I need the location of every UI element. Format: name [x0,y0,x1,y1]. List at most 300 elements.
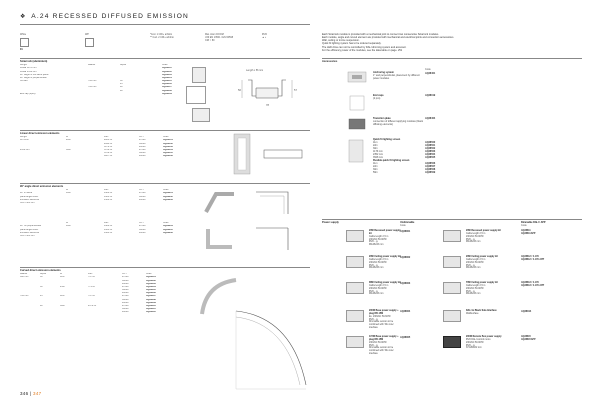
power-item-line: Cable length 2,5 m [466,284,486,287]
power-item-line: 98x48x33 mm [369,267,384,270]
description-line: Each Sciarrock module is provided with a mechanical joint to connect two consecutive Sciarrock modules. [322,33,439,36]
accessory-desc: (2 pcs) [373,97,381,100]
anchoring-inner [352,75,362,79]
angle-table-2 [20,222,188,238]
power-item-name: 20W Ceiling power supply kit [466,256,498,258]
linear-product-image [232,132,252,176]
th: W [66,189,69,192]
accessory-name: End caps [373,94,384,97]
td-code: AQ28102 [163,142,173,145]
dimmable-code-header: Code [521,224,527,227]
td: 3000K [139,152,146,155]
td: 25W [60,285,65,288]
power-code: AQ28801 [400,230,411,233]
power-item-line: IP20 - ◎ [369,290,378,293]
power-code: AQ28812 / 0-10V [521,256,539,258]
td: 2700K [139,225,146,228]
accessory-desc: 3528 mm [373,156,383,159]
angle-dim-outline [256,192,288,214]
angle-dim-drawing-1 [252,188,296,218]
table-row [20,235,188,238]
td: 2700K [122,285,129,288]
table-row [20,311,171,314]
legend-white [20,33,26,36]
td: 1361 lm [104,228,113,231]
accessory-code: AQ28505 [425,156,436,159]
accessories-title: Accessories [322,60,338,63]
accessory-item [373,71,423,80]
td: 20W [66,139,71,142]
td-code: AQ28017 [162,86,172,89]
power-item [466,310,516,316]
description-line: Wall, ceiling or in-line suspension. [322,39,360,43]
legend-ip [262,33,267,39]
page-number-right: 347 [33,391,42,396]
td-code: AQ28306 [146,292,156,295]
td: 90° [40,305,44,308]
title-rule [20,24,310,25]
td: 18W [66,192,71,195]
th: CCT [139,189,144,192]
power-item [466,256,516,270]
angle-dim-inner [260,196,284,214]
td: 2376 lm [88,305,97,308]
td: 3072 lm [104,145,113,148]
td-code: AQ28206 [163,231,173,234]
power-item-line: Cable length 2,5 m [466,258,486,261]
angle-product-image-2 [202,225,238,251]
power-code: AQ28812 / 0-10V APP [521,258,545,261]
legend-cri [150,33,174,39]
accessory-desc: connection of different applying modules (blank diffusing elements) [373,120,423,126]
power-supply-image [346,230,364,242]
td: 4000K [139,145,146,148]
td: 90° [120,86,124,89]
td-code: AQ28309 [146,301,156,304]
accessory-code: AQ28503 [425,150,436,153]
power-code: AQ28811 [521,230,531,232]
td-code: AQ28311 [146,308,156,311]
profile-diffuser [256,88,278,98]
power-code: AQ28802 [400,256,411,259]
power-codes [521,336,536,342]
td: 2352 mm** [20,148,32,151]
power-supply-image [443,310,461,322]
power-item-line: Cable length 2,5 m [369,235,389,238]
description-line: Each module, angle and curved element are provided with mechanical and electrical joints and connection accessories. [322,36,455,40]
section-rule [20,58,310,59]
td-code: AQ28014 [162,76,172,79]
accessory-code: AQ28404 [425,117,436,120]
td: 2700K [122,295,129,298]
sciarrock-table [20,64,187,96]
th: Flux [88,273,93,276]
td-code: AQ28018 [162,89,172,92]
td-code: AQ28205 [163,228,173,231]
transition-plate-image [346,114,368,136]
td-code: AQ28202 [163,195,173,198]
linear-product-diffuser [238,138,246,170]
td: 3000K [139,195,146,198]
legend-material-1: Mat. Alum DOOM [205,33,224,36]
td: 30° [120,80,124,83]
power-item-name: 200W Remote Box power supply [466,336,502,338]
th: Flux [104,136,109,139]
td: 38W [66,148,71,151]
td: 11W [60,295,65,298]
power-supply-image [346,282,364,294]
power-item [369,282,401,296]
section-rule [20,130,310,131]
power-code: AQ28805 [400,336,411,339]
accessories-code-header: Code [425,68,431,71]
accessory-desc: 2352 mm [373,153,383,156]
th: Alpha [120,64,126,67]
td-code: AQ28201 [163,192,173,195]
th: W [66,222,69,225]
dim-text: 56 [238,89,241,92]
page-number [20,391,41,397]
description [322,33,582,52]
power-item-name: 70W Ceiling power supply kit [466,282,498,284]
power-supply-image [443,256,461,268]
td: 779 lm [88,285,95,288]
td: 4000K [122,311,129,314]
td-code: AQ28013 [162,73,172,76]
page-number-sep: | [29,391,32,396]
screen-codes [425,141,435,174]
power-supply-image [443,336,461,348]
accessory-code: AQ28401 [425,72,436,75]
power-rule [322,219,582,220]
section-title: Curved direct emission elements [20,269,61,272]
td-code: AQ28101 [163,139,173,142]
undimmable-title: Undimmable [400,221,415,224]
section-rule [20,183,310,184]
th: CCT [139,136,144,139]
th: CCT [139,222,144,225]
td: 764 mm [88,80,97,83]
lighting-screen-shape [349,140,363,162]
power-item-line: Wall/surface [466,312,479,315]
power-item-line: 230VAC 50-60Hz [466,261,484,264]
accessory-desc: 22m [373,144,378,147]
description-line: Quick fit lighting system has to be ordered separately. [322,42,382,46]
power-item-name: 38W Ceiling power supply kit [369,282,401,284]
td-code: AQ28204 [163,225,173,228]
power-codes [521,282,544,288]
td: 747 lm [88,295,95,298]
td: 4000K [139,155,146,158]
td: 90° on perpendicular [20,225,42,228]
transition-plate-shape [349,119,365,129]
td: 1461 lm [104,195,113,198]
power-codes [521,256,544,262]
td: 2700K [122,276,129,279]
power-item-line: 98x48x33 mm [369,293,384,296]
power-item-line: Dimmable version to be combined with 'Filo Line' interface [369,347,394,356]
td-code: AQ28103 [163,145,173,148]
power-item-line: 98x48x33 mm [466,293,481,296]
td: 5789 lm [104,152,113,155]
legend-cri-1: *Cod. 1 CRI+ arbitrio [150,33,173,36]
table-row [20,155,188,158]
dimmable-header [521,221,546,227]
legend-white-label: White [20,33,27,36]
td-code: AQ28303 [146,282,156,285]
td: 90° [120,89,124,92]
accessory-desc: 56m [373,171,378,174]
accessory-code: AQ28504 [425,153,436,156]
td: 764 mm** [20,295,31,298]
undimmable-header [400,221,414,227]
accessory-code: AQ28019 [425,94,436,97]
angle-product-image-1 [202,190,238,216]
linear-table [20,136,188,158]
accessory-name: Flexible quick fit lighting screen [373,159,410,162]
angle-image [186,86,206,104]
accessory-desc: 11m [373,141,378,144]
td: 30° [40,276,44,279]
td: 3000K [122,289,129,292]
corner-image [192,108,210,122]
td-code: AQ28308 [146,298,156,301]
td: plane angle direct [20,195,39,198]
td-code: AQ28302 [146,279,156,282]
dimmable-title: Dimmable DALI / APP [521,221,546,224]
td: 30° [40,285,44,288]
td: 3000K [139,228,146,231]
accessory-code: AQ28509 [425,171,436,174]
th: Code [163,189,169,192]
section-title: Linear direct emission elements [20,132,60,135]
power-supply-image [346,336,364,348]
legend-material-3: CRI > 80 [205,39,215,42]
td: 4000K [122,292,129,295]
power-item-line: 230VAC 50-60Hz [466,341,484,344]
th: Length [20,64,28,67]
legend-material [205,33,233,42]
undimmable-code-header: Code [400,224,406,227]
power-item-line: 230VAC 50-60Hz [466,287,484,290]
accessory-name: Transition plate [373,117,391,120]
td: 747 lm [88,276,95,279]
power-item [369,256,401,270]
accessory-name: Anchoring system [373,71,394,74]
td: 764 mm [88,86,97,89]
td: emission elements [20,198,40,201]
td: 11W [60,276,65,279]
end-caps-image [346,92,368,114]
legend-cri-2: ** Cod. 2 CRI+ arbitrio [150,36,174,39]
td-code: AQ28305 [146,289,156,292]
td: 2994 lm [104,142,113,145]
section-title: Sciarrock (aluminium) [20,60,48,63]
power-item-name: 172W Base power supply + plug DB-15M [369,336,399,341]
lighting-screen-image [346,137,368,167]
td: 581 x 581 mm* [20,201,36,204]
accessories-rule [322,58,582,59]
accessory-code: AQ28508 [425,168,436,171]
power-item-name: 20W Ceiling power supply kit [369,256,401,258]
td: 2700K [122,305,129,308]
power-item-line: 98x48x33 mm [369,244,384,247]
td-code: AQ28304 [146,285,156,288]
angle-dim-drawing-2 [252,224,296,254]
td-code: AQ28019 [162,92,172,95]
power-item-line: IP20 - ◎ [466,264,475,267]
power-item-line: 230VAC 50-60Hz [369,238,387,241]
td: 90° angle in the same plane [20,73,49,76]
power-item-line: 374x80x62 mm [466,347,482,350]
curved-product-shape [202,280,236,314]
td: 3000K [139,142,146,145]
power-code: AQ28811APP [521,232,536,235]
power-code: AQ28815 [521,336,531,338]
td: 380 mm* [20,276,30,279]
td: 4000K [139,231,146,234]
th: Radius [20,273,28,276]
power-code: AQ28813 / 0-10V [521,282,539,284]
td-code: AQ28015 [162,80,172,83]
power-item-line: IP20 - ◎ [466,290,475,293]
td-code: AQ28106 [163,155,173,158]
td-code: AQ28104 [163,148,173,151]
power-supply-image [346,310,364,322]
dim-text: 78 [266,104,269,107]
power-item-line: Cable length 2,5 m [369,284,389,287]
power-supply-image [346,256,364,268]
accessory-desc: 22m [373,165,378,168]
td: 1176mm* [20,139,30,142]
td: 90° in same [20,192,33,195]
accessory-code: AQ28502 [425,147,436,150]
accessory-desc: 1° and perpendicular, placement by different power modules [373,74,420,80]
power-item-line: Cable length 2,5 m [369,258,389,261]
description-line: The LED drive can not be controlled by DALI dimming system and accessor. [322,45,407,49]
power-item-name: 200W Base power supply + plug DB-15M [369,310,399,315]
curved-dim-arc-outer [236,311,306,385]
table-row [20,202,188,205]
power-item-line: 230VAC 50-60Hz [369,341,387,344]
power-supply-image [443,282,461,294]
legend-wp: WP [85,33,89,36]
accessory-desc: 11m [373,162,378,165]
angle-product-shape [206,194,234,212]
linear-dim-drawing [262,146,306,164]
th: Alpha [40,273,46,276]
screen-list [373,138,423,174]
th: Flux [104,189,109,192]
td: 45° [40,295,44,298]
td: Linear 2352 mm [20,70,37,73]
table-row [20,93,187,96]
accessory-item [373,117,423,126]
td-code: AQ28016 [162,83,172,86]
accessory-item [373,94,423,100]
power-item-line: Ex. 230VAC 50-60Hz [369,315,391,318]
td-code: AQ28203 [163,198,173,201]
th: W [66,136,69,139]
accessory-code: AQ28500 [425,141,436,144]
th: Radius [88,64,96,67]
curved-table [20,273,171,314]
accessory-code: AQ28501 [425,144,436,147]
td: 1400 lm [104,192,113,195]
td: 2700K [139,139,146,142]
td: 2861 lm [104,139,113,142]
power-item-line: IP20 - ◎ [369,344,378,347]
section-rule [20,267,310,268]
accessory-code: AQ28506 [425,162,436,165]
power-item [466,230,516,244]
td: Curved [20,80,28,83]
th: CCT [122,273,127,276]
power-supply-image [443,230,461,242]
accessory-desc: 1176 mm [373,150,383,153]
power-item-line: IP20 - ◎ [369,318,378,321]
section-title: 90° angle direct emission elements [20,185,64,188]
power-item-line: 230VAC 50-60Hz [466,235,484,238]
anchoring-system-image [346,68,368,86]
power-item-name: DALI to Black Sola Interface [466,310,497,312]
power-code: AQ28815APP [521,338,536,341]
legend-white-swatch [20,38,29,47]
legend-material-2: UNI EN 13501 / EN 60598 [205,36,234,39]
td: 45° [120,83,124,86]
td: 2700K [139,148,146,151]
td-code: AQ28012 [162,70,172,73]
td: 581 x 581 mm* [20,234,36,237]
angle-table [20,189,188,205]
power-code: AQ28804 [400,310,411,313]
power-item-name: 20W Recessed power supply kit [369,230,401,235]
power-item [369,310,401,330]
td: 3000K [122,279,129,282]
profile-end-image [192,67,206,83]
power-item-line: IP20 - ◎ [466,344,475,347]
accessory-desc: 30m [373,168,378,171]
td: 1400 lm [104,225,113,228]
td: 3000K [122,298,129,301]
td: 4000K [122,301,129,304]
td: emission elements [20,231,40,234]
th: Flux [104,222,109,225]
td-code: AQ28011 [162,67,172,70]
end-cap-shape [350,96,364,110]
td: 1464 lm [104,231,113,234]
td: 2700K [139,192,146,195]
section-arrow-icon: ❖ [20,14,27,20]
angle-product-shape [208,229,232,247]
td-code: AQ28312 [146,311,156,314]
accessory-name: Quick fit lighting screen [373,138,401,141]
description-line: For the efficiency power of the modules, see the data table on page. 251 [322,48,403,52]
td-code: AQ28307 [146,295,156,298]
power-item-line: IP20 - ◎ [369,264,378,267]
td: End cap (2pcs) [20,92,36,95]
th: Code [163,136,169,139]
power-code: AQ28814 [521,310,532,313]
legend-ip-icons: ▲ ◐ [262,36,267,39]
td: 3000K [122,308,129,311]
td: 4000K [139,198,146,201]
power-item [466,282,516,296]
power-item-name: 20W Recessed power supply kit [466,230,501,232]
th: Code [146,273,152,276]
power-item-line: 230VAC 50-60Hz [369,287,387,290]
linear-dim-outline [264,150,302,158]
